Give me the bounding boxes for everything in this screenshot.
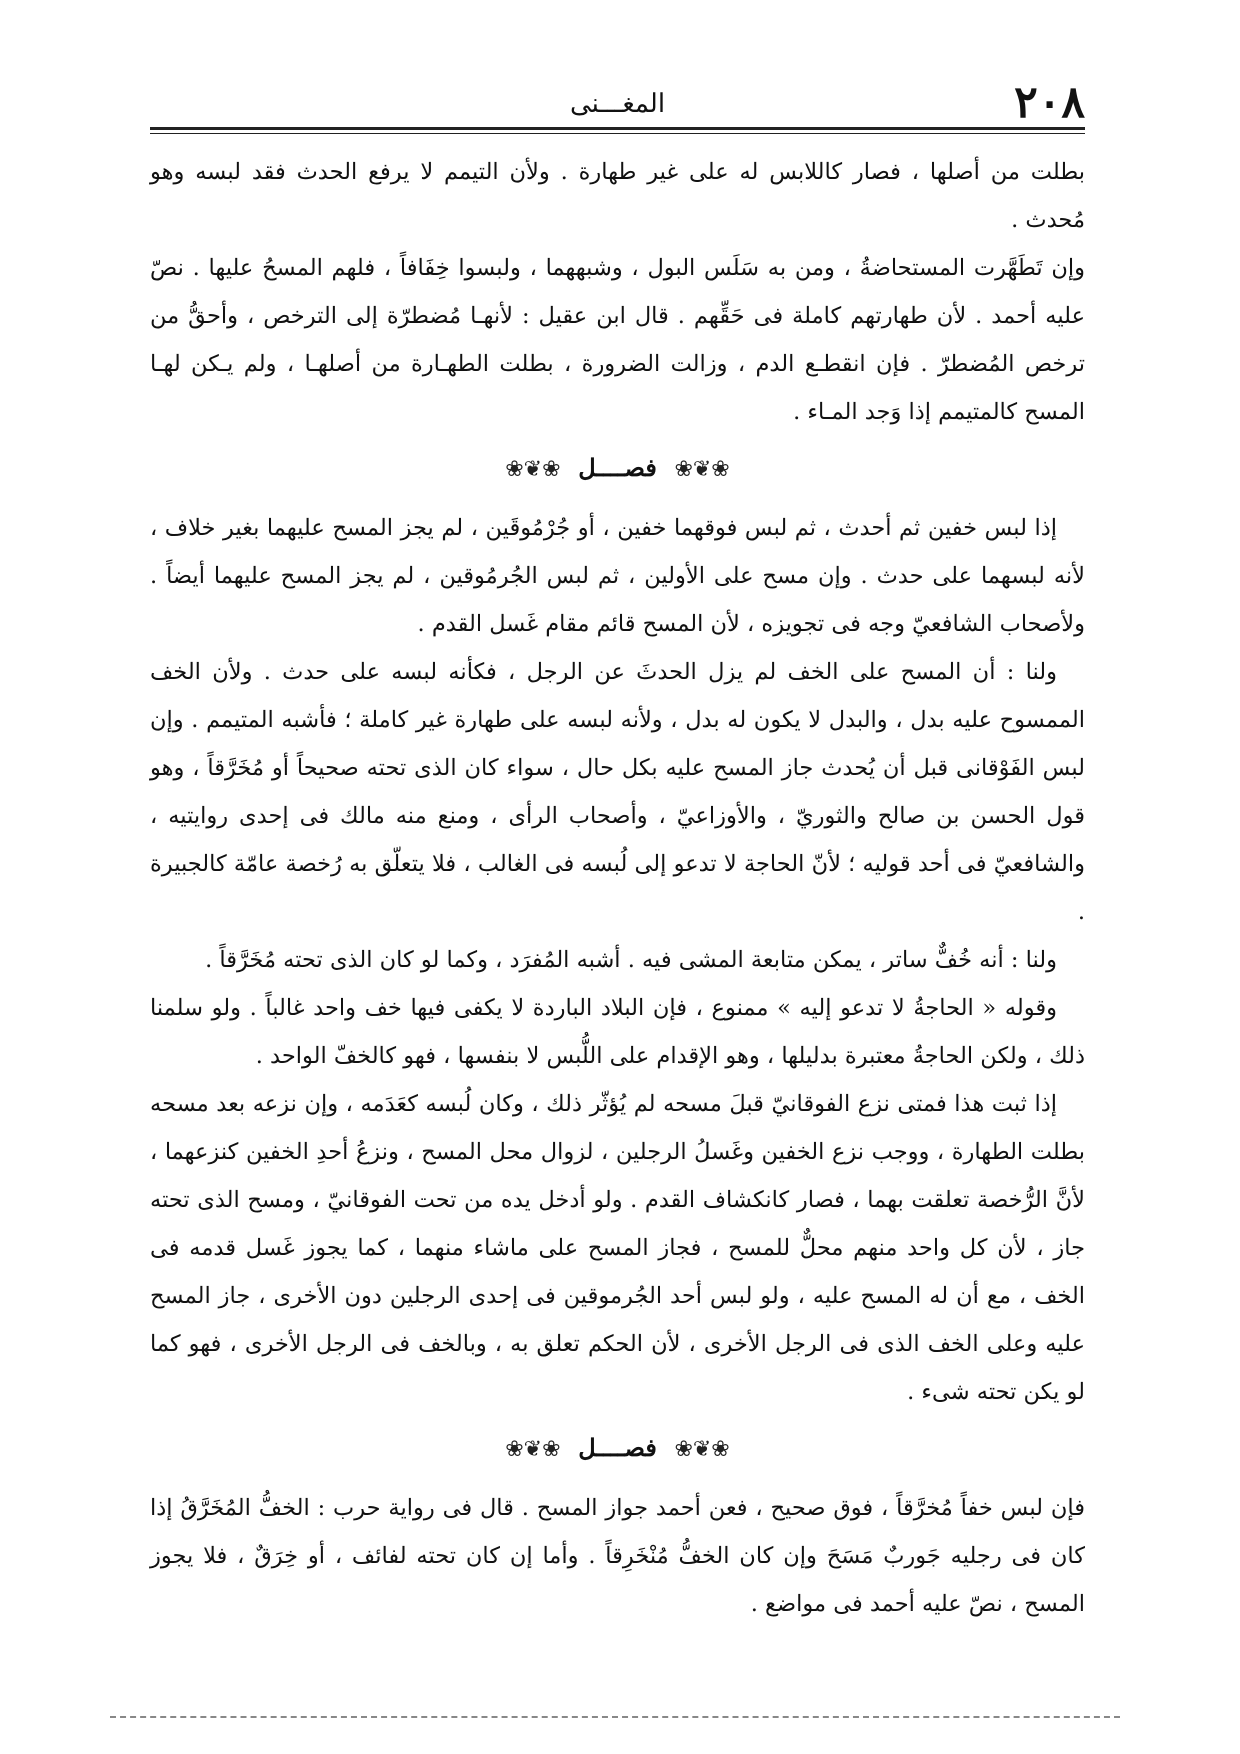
paragraph: وإن تَطَهَّرت المستحاضةُ ، ومن به سَلَس البول ، وشبههما ، ولبسوا خِفَافاً ، فلهم المسحُ عليها . نصّ عليه أحمد . لأن طهارتهم كاملة فى حَقِّهم . قال ابن عقيل : لأنهـا مُضطرّة إلى الترخص ، وأحقُّ من ترخص المُضطرّ . فإن انقطـع الدم ، وزالت الضرورة ، بطلت الطهـارة من أصلهـا ، ولم يـكن لهـا المسح كالمتيمم إذا وَجد المـاء . [150,255,1085,425]
paragraph: بطلت من أصلها ، فصار كاللابس له على غير طهارة . ولأن التيمم لا يرفع الحدث فقد لبسه وهو مُحدث . [150,159,1085,233]
header-rule [150,127,1085,130]
section-heading [150,1424,1085,1474]
page-number: ٢٠٨ [1014,77,1085,128]
ornament-icon: ❀❦❀ [674,1437,730,1462]
section-heading [150,444,1085,494]
page-header [150,77,1085,128]
section-title: فصــــل [578,453,657,482]
paragraph: إذا ثبت هذا فمتى نزع الفوقانيّ قبلَ مسحه لم يُؤثّر ذلك ، وكان لُبسه كعَدَمه ، وإن نزعه بعد مسحه بطلت الطهارة ، ووجب نزع الخفين وغَسلُ الرجلين ، لزوال محل المسح ، ونزعُ أحدِ الخفين كنزعهما ، لأنَّ الرُّخصة تعلقت بهما ، فصار كانكشاف القدم . ولو أدخل يده من تحت الفوقانيّ ، ومسح الذى تحته جاز ، لأن كل واحد منهم محلٌّ للمسح ، فجاز المسح على ماشاء منهما ، كما يجوز غَسل قدمه فى الخف ، مع أن له المسح عليه ، ولو لبس أحد الجُرموقين فى إحدى الرجلين دون الأخرى ، جاز المسح عليه وعلى الخف الذى فى الرجل الأخرى ، لأن الحكم تعلق به ، وبالخف فى الرجل الأخرى ، فهو كما لو يكن تحته شىء . [150,1091,1085,1405]
footer-rule [110,1716,1120,1720]
paragraph: فإن لبس خفاً مُخرَّقاً ، فوق صحيح ، فعن أحمد جواز المسح . قال فى رواية حرب : الخفُّ المُخَرَّقُ إذا كان فى رجليه جَوربٌ مَسَحَ وإن كان الخفُّ مُنْخَرِقاً . وأما إن كان تحته لفائف ، أو خِرَقٌ ، فلا يجوز المسح ، نصّ عليه أحمد فى مواضع . [150,1495,1085,1617]
paragraph: وقوله « الحاجةُ لا تدعو إليه » ممنوع ، فإن البلاد الباردة لا يكفى فيها خف واحد غالباً . ولو سلمنا ذلك ، ولكن الحاجةُ معتبرة بدليلها ، وهو الإقدام على اللُّبس لا بنفسها ، فهو كالخفّ الواحد . [150,995,1085,1069]
paragraph: ولنا : أنه خُفٌّ ساتر ، يمكن متابعة المشى فيه . أشبه المُفرَد ، وكما لو كان الذى تحته مُخَرَّقاً . [205,947,1057,973]
ornament-icon: ❀❦❀ [505,1437,561,1462]
ornament-icon: ❀❦❀ [674,457,730,482]
running-title: المغـــنى [569,89,666,119]
paragraph: ولنا : أن المسح على الخف لم يزل الحدثَ عن الرجل ، فكأنه لبسه على حدث . ولأن الخف الممسوح عليه بدل ، والبدل لا يكون له بدل ، ولأنه لبسه على طهارة غير كاملة ؛ فأشبه المتيمم . وإن لبس الفَوْقانى قبل أن يُحدث جاز المسح عليه بكل حال ، سواء كان الذى تحته صحيحاً أو مُخَرَّقاً ، وهو قول الحسن بن صالح والثوريّ ، والأوزاعيّ ، وأصحاب الرأى ، ومنع منه مالك فى إحدى روايتيه ، والشافعيّ فى أحد قوليه ؛ لأنّ الحاجة لا تدعو إلى لُبسه فى الغالب ، فلا يتعلّق به رُخصة عامّة كالجبيرة . [150,659,1085,925]
header-rule-thin [150,133,1085,134]
main-text [150,148,1085,1628]
paragraph: إذا لبس خفين ثم أحدث ، ثم لبس فوقهما خفين ، أو جُرْمُوقَين ، لم يجز المسح عليهما بغير خلاف ، لأنه لبسهما على حدث . وإن مسح على الأولين ، ثم لبس الجُرمُوقين ، لم يجز المسح عليهما أيضاً . ولأصحاب الشافعيّ وجه فى تجويزه ، لأن المسح قائم مقام غَسل القدم . [150,515,1085,637]
section-title: فصــــل [578,1433,657,1462]
ornament-icon: ❀❦❀ [505,457,561,482]
